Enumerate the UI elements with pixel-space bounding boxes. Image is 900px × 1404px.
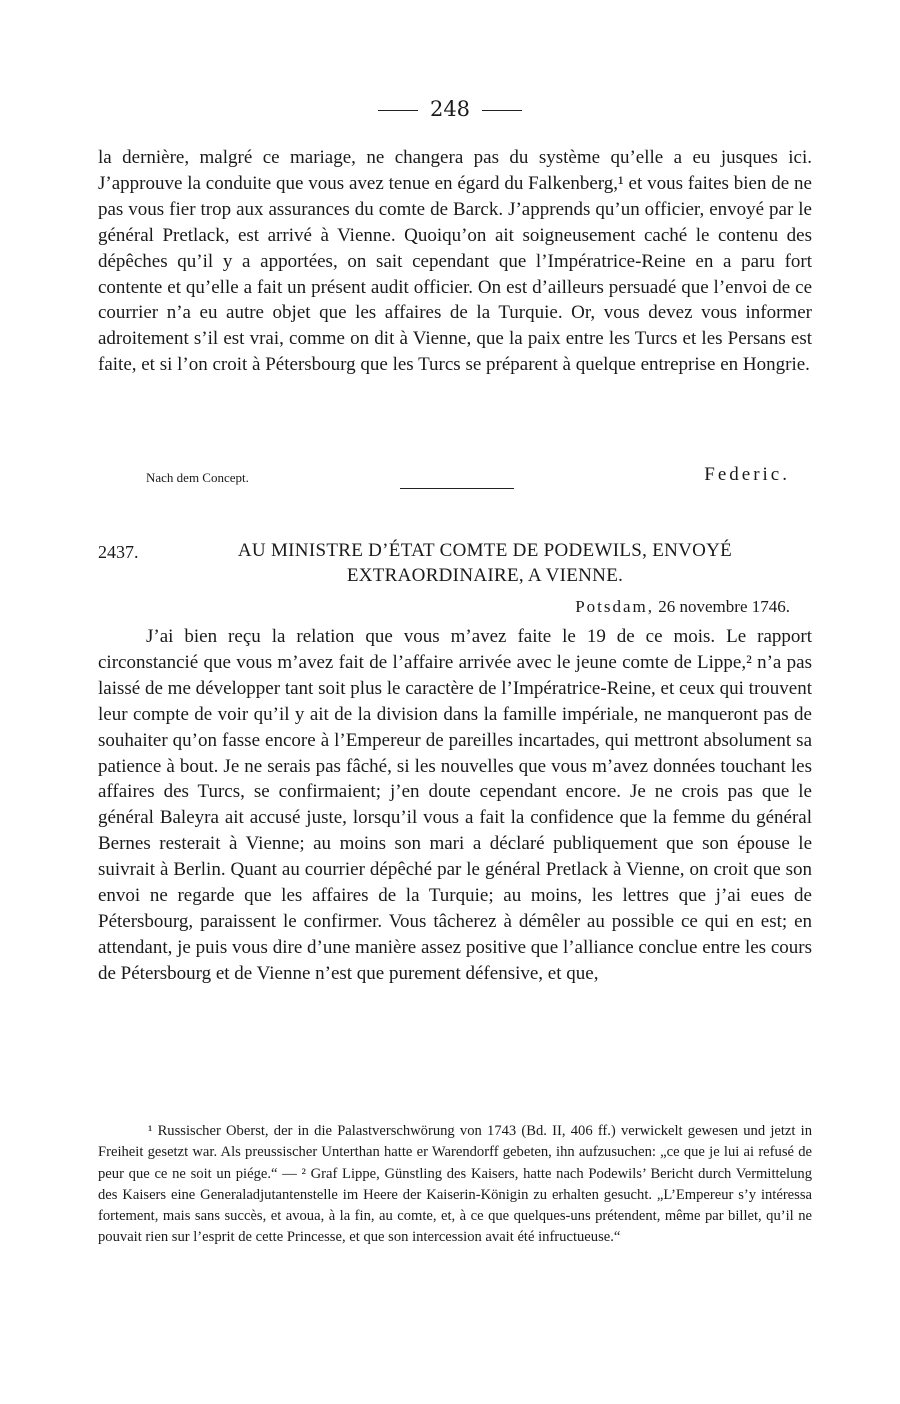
signature: Federic. bbox=[704, 464, 790, 485]
letter-number: 2437. bbox=[98, 542, 139, 562]
page-number bbox=[0, 96, 900, 122]
section-divider bbox=[400, 488, 514, 489]
page-number-text: 248 bbox=[429, 97, 471, 121]
letter-heading-line1: AU MINISTRE D’ÉTAT COMTE DE PODEWILS, ENVOYÉ bbox=[237, 540, 733, 561]
place-date bbox=[575, 597, 790, 617]
footnotes bbox=[98, 1121, 812, 1249]
letter-heading-line2: EXTRAORDINAIRE, A VIENNE. bbox=[346, 565, 624, 586]
letter-date: 26 novembre 1746. bbox=[658, 597, 790, 616]
previous-letter-body bbox=[98, 145, 812, 378]
footnote-text: ¹ Russischer Oberst, der in die Palastverschwörung von 1743 (Bd. II, 406 ff.) verwickelt gewesen und jetzt in Freiheit gesetzt war. Als preussischer Unterthan hatte er Warendorff gebeten, ihn aufzusuchen: „ce que je lui ai refusé de peur que ce ne soit un piége.“ — ² Graf Lippe, Günstling des Kaisers, hatte nach Podewils’ Bericht durch Vermittelung des Kaisers eine Generaladjutantenstelle im Heere der Kaiserin-Königin zu erhalten gesucht. „L’Empereur s’y intéressa fortement, mais sans succès, et avoua, à la fin, au comte, et, à ce que quelques-uns prétendent, même par billet, qu’il ne pouvait rien sur l’esprit de cette Princesse, et que son intercession avait été infructueuse.“ bbox=[98, 1123, 812, 1246]
letter-body bbox=[98, 624, 812, 987]
letter-place: Potsdam, bbox=[575, 597, 655, 616]
source-note: Nach dem Concept. bbox=[146, 470, 249, 485]
letter-heading bbox=[98, 538, 812, 588]
page-number-dash-right bbox=[482, 110, 522, 111]
letter-paragraph: J’ai bien reçu la relation que vous m’avez faite le 19 de ce mois. Le rapport circonstancié que vous m’avez fait de l’affaire arrivée avec le jeune comte de Lippe,² n’a pas laissé de me développer tant soit plus le caractère de l’Impératrice-Reine, et ceux qui trouvent leur compte de voir qu’il y ait de la division dans la famille impériale, ne manqueront pas de souhaiter qu’on fasse encore à l’Empereur de pareilles incartades, qui mettront absolument sa patience à bout. Je ne serais pas fâché, si les nouvelles que vous m’avez données touchant les affaires des Turcs, se confirmaient; j’en doute cependant encore. Je ne crois pas que le général Baleyra ait accusé juste, lorsqu’il vous a fait la confidence que la femme du général Bernes resterait à Vienne; au moins son mari a déclaré publiquement que son épouse le suivrait à Berlin. Quant au courrier dépêché par le général Pretlack à Vienne, on croit que son envoi ne regarde que les affaires de la Turquie; au moins, les lettres que j’ai eues de Pétersbourg, paraissent le confirmer. Vous tâcherez à démêler au possible ce qui en est; en attendant, je puis vous dire d’une manière assez positive que l’alliance conclue entre les cours de Pétersbourg et de Vienne n’est que purement défensive, et que, bbox=[98, 626, 812, 984]
page-number-dash-left bbox=[378, 110, 418, 111]
previous-letter-paragraph: la dernière, malgré ce mariage, ne changera pas du système qu’elle a eu jusques ici. J’approuve la conduite que vous avez tenue en égard du Falkenberg,¹ et vous faites bien de ne pas vous fier trop aux assurances du comte de Barck. J’apprends qu’un officier, envoyé par le général Pretlack, est arrivé à Vienne. Quoiqu’on ait soigneusement caché le contenu des dépêches qu’il y a apportées, on sait cependant que l’Impératrice-Reine en a paru fort contente et qu’elle a fait un présent audit officier. On est d’ailleurs persuadé que l’envoi de ce courrier n’a eu autre objet que les affaires de la Turquie. Or, vous devez vous informer adroitement s’il est vrai, comme on dit à Vienne, que la paix entre les Turcs et les Persans est faite, et si l’on croit à Pétersbourg que les Turcs se préparent à quelque entreprise en Hongrie. bbox=[98, 147, 812, 376]
